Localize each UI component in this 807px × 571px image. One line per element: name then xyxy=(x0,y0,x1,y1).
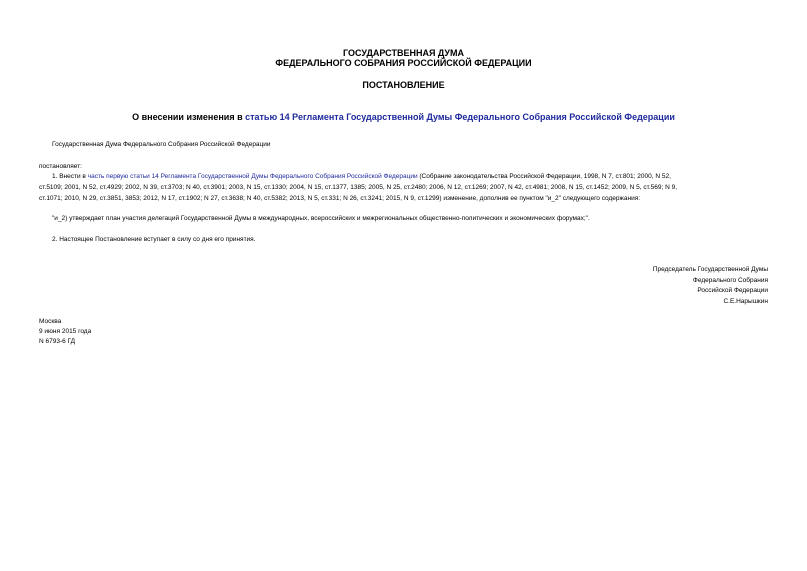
title-prefix: О внесении изменения в xyxy=(132,112,246,122)
signatory-title-2: Федерального Собрания xyxy=(692,277,768,284)
footer-city: Москва xyxy=(39,318,62,325)
signatory-name: С.Е.Нарышкин xyxy=(723,298,768,305)
paragraph-1-line-2: ст.5109; 2001, N 52, ст.4929; 2002, N 39, ст.3703; N 40, ст.3901; 2003, N 15, ст.1330; 2004, N 15, ст.1377, 1385; 2005, N 25, ст.2480; 2006, N 12, ст.1269; 2007, N 42, ст.4981; 2008, N 15, ст.1452; 2009, N 5, ст.569; N 9, xyxy=(39,184,678,191)
parliament-name: ГОСУДАРСТВЕННАЯ ДУМА xyxy=(342,48,465,58)
article-part-link[interactable]: часть первую статьи 14 Регламента Государственной Думы Федерального Собрания Российской Федерации xyxy=(87,173,418,180)
parliament-subtitle: ФЕДЕРАЛЬНОГО СОБРАНИЯ РОССИЙСКОЙ ФЕДЕРАЦИИ xyxy=(275,58,532,68)
paragraph-1-line-1 xyxy=(52,173,671,181)
footer-date: 9 июня 2015 года xyxy=(39,328,92,335)
title-article-link[interactable]: статью 14 Регламента Государственной Думы Федерального Собрания Российской Федерации xyxy=(245,112,675,122)
intro-text: Государственная Дума Федерального Собрания Российской Федерации xyxy=(52,141,271,148)
paragraph-2: 2. Настоящее Постановление вступает в силу со дня его принятия. xyxy=(52,236,256,243)
signatory-title-3: Российской Федерации xyxy=(697,287,768,294)
signatory-title-1: Председатель Государственной Думы xyxy=(652,266,768,273)
document-title xyxy=(0,112,807,123)
p1-rest: (Собрание законодательства Российской Федерации, 1998, N 7, ст.801; 2000, N 52, xyxy=(417,173,671,180)
quoted-item: "и_2) утверждает план участия делегаций Государственной Думы в международных, всероссийских и межрегиональных общественно-политических и экономических форумах;". xyxy=(52,215,590,222)
p1-prefix: 1. Внести в xyxy=(52,173,88,180)
document-type: ПОСТАНОВЛЕНИЕ xyxy=(362,80,445,90)
paragraph-1-line-3: ст.1071; 2010, N 29, ст.3851, 3853; 2012, N 17, ст.1902; N 27, ст.3638; N 40, ст.5382; 2013, N 5, ст.331; N 26, ст.3241; 2015, N 9, ст.1299) изменение, дополнив ее пунктом "и_2" следующего содержания: xyxy=(39,195,641,202)
decrees-text: постановляет: xyxy=(39,163,82,170)
footer-number: N 6793-6 ГД xyxy=(39,338,76,345)
